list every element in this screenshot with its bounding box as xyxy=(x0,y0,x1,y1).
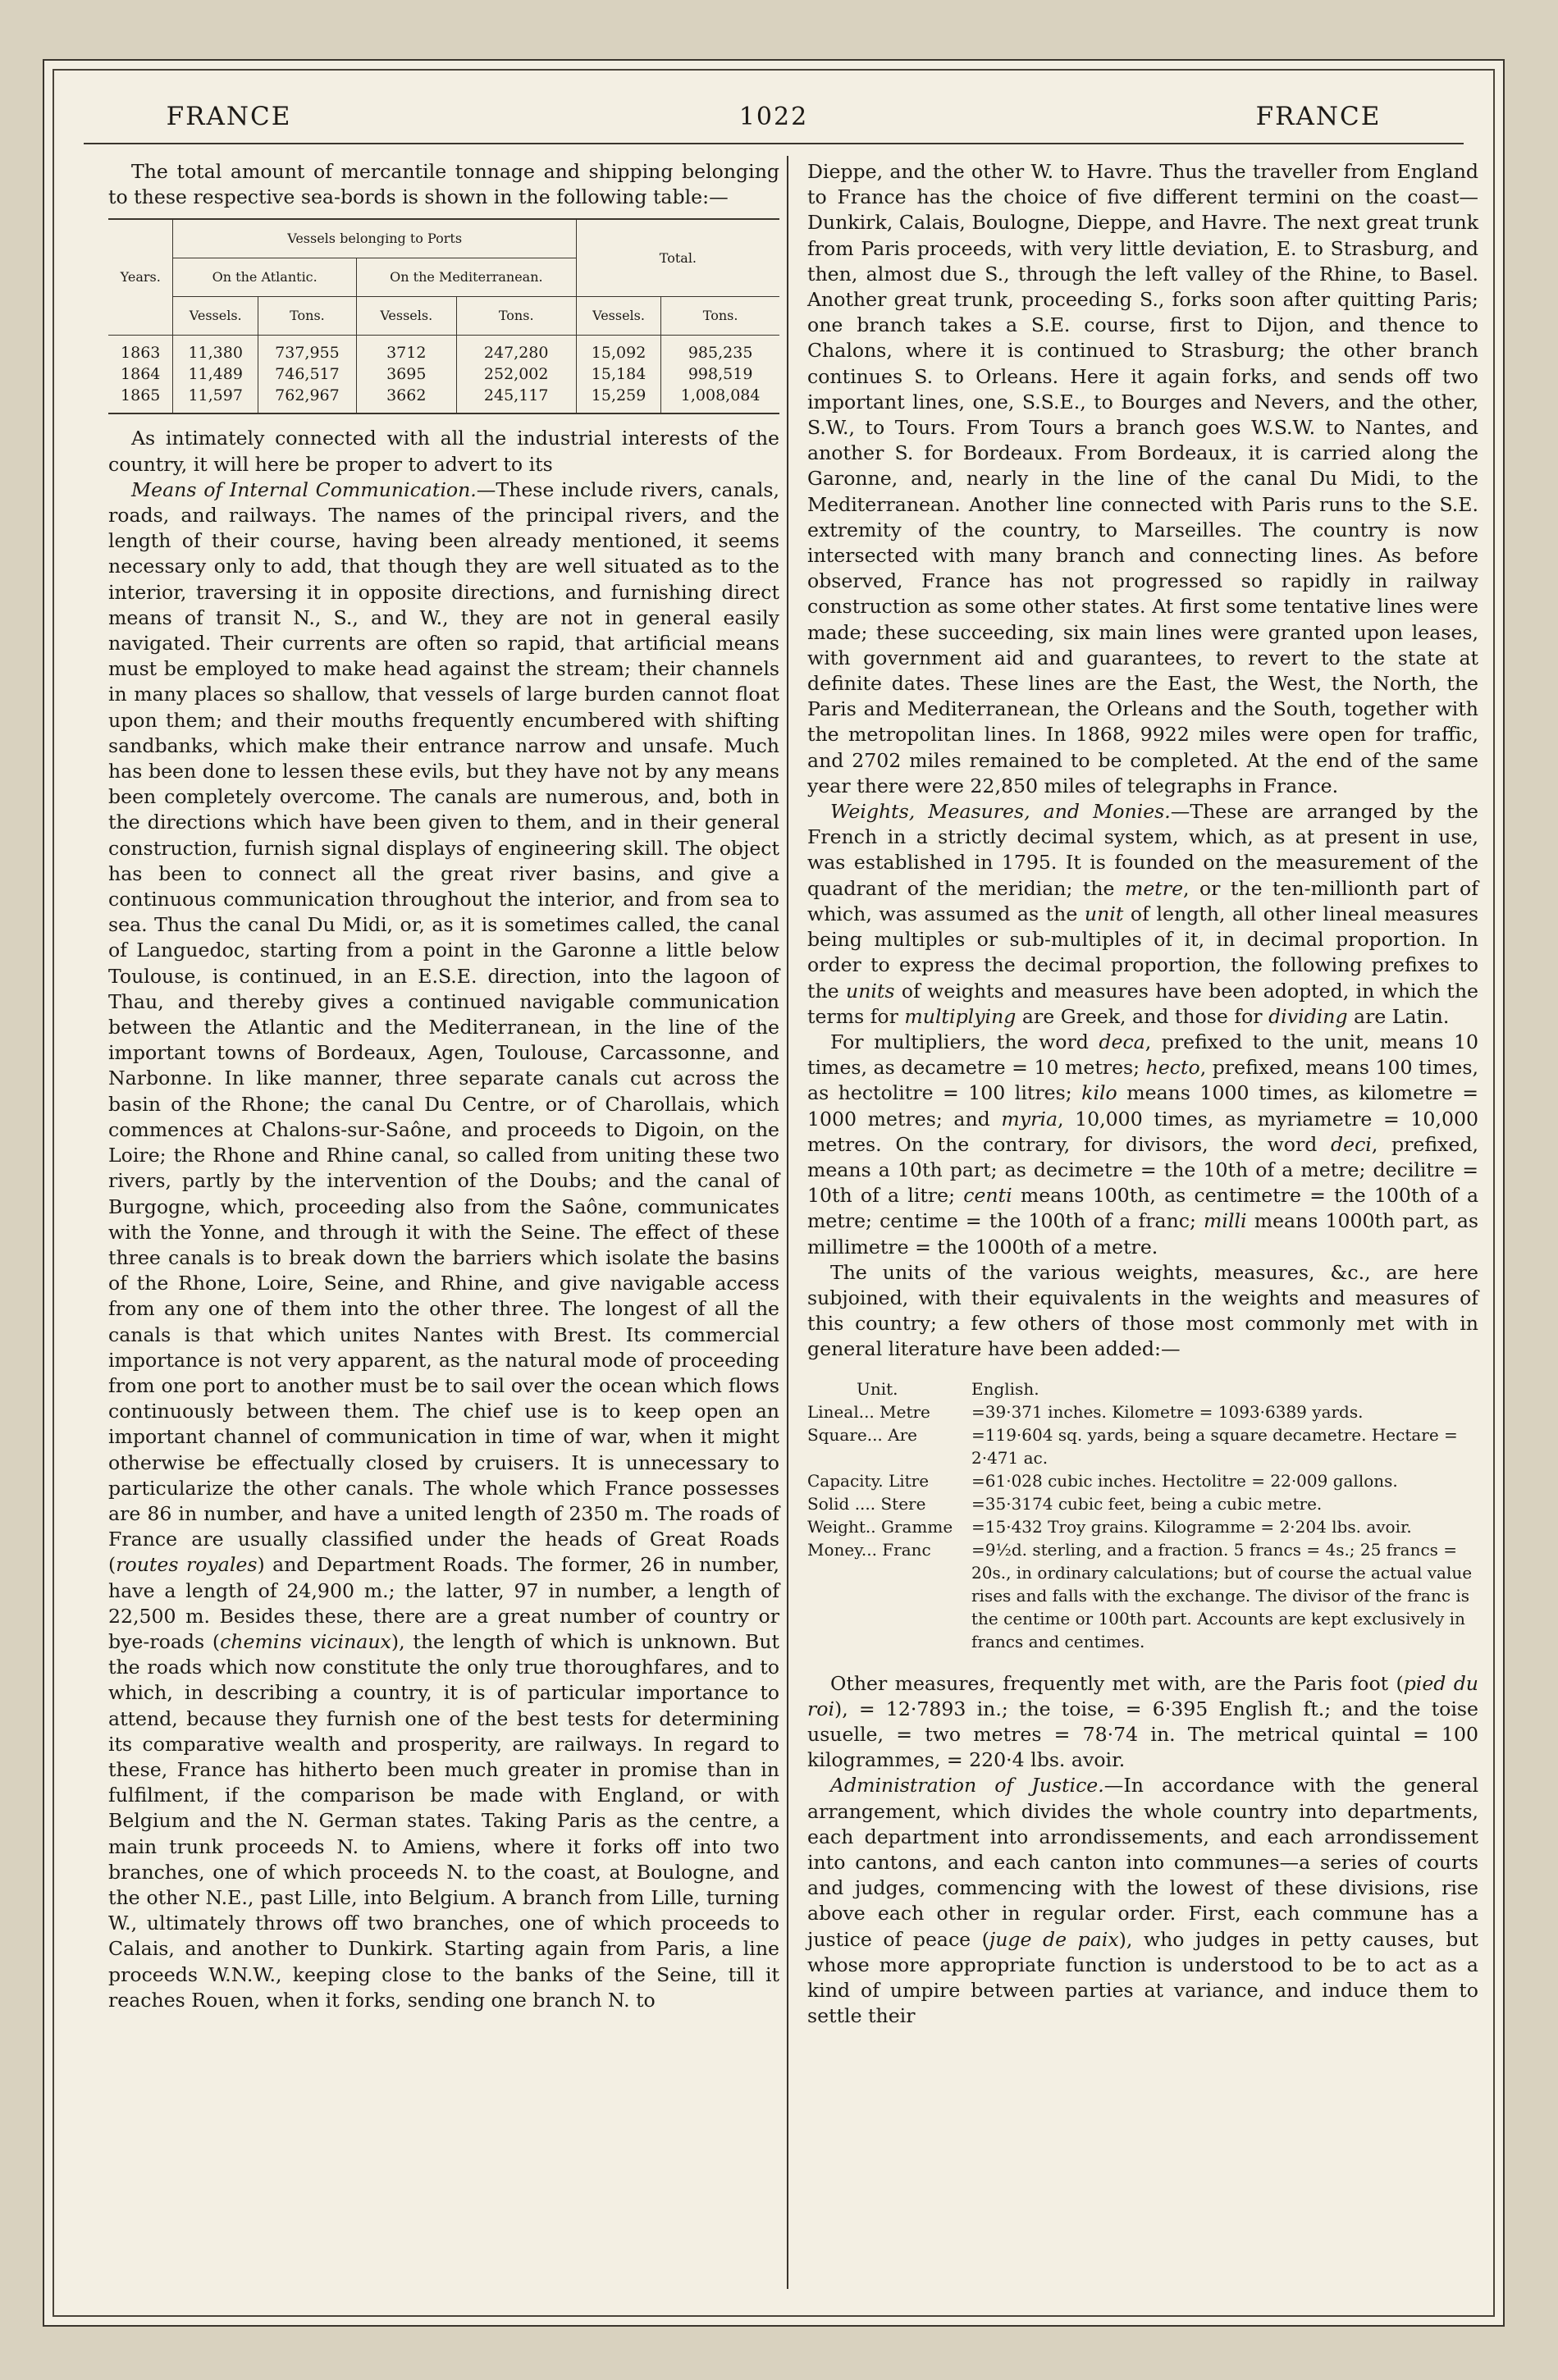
body-text: Other measures, frequently met with, are the Paris foot ( xyxy=(830,1671,1404,1695)
units-row xyxy=(807,1515,1478,1538)
table-row xyxy=(108,363,779,385)
page xyxy=(43,59,1505,2327)
tonnage-table xyxy=(108,218,779,414)
italic-term: deca xyxy=(1099,1030,1145,1053)
italic-term: multiplying xyxy=(904,1004,1017,1028)
italic-term: kilo xyxy=(1081,1081,1117,1105)
body-text: , or the ten-millionth part of which, was assumed as the xyxy=(807,876,1478,925)
cell-value: 11,489 xyxy=(173,363,258,385)
cell-value: 15,259 xyxy=(576,385,660,413)
italic-term: hecto xyxy=(1145,1056,1200,1080)
units-header xyxy=(807,1377,1478,1400)
italic-term: unit xyxy=(1084,902,1124,925)
cell-value: 762,967 xyxy=(258,385,356,413)
body-text: are Greek, and those for xyxy=(1016,1004,1269,1028)
running-header xyxy=(94,94,1454,139)
table-row xyxy=(108,336,779,364)
units-header-unit: Unit. xyxy=(857,1378,898,1399)
italic-term: metre xyxy=(1124,876,1184,900)
atlantic-header: On the Atlantic. xyxy=(173,258,356,297)
cell-value: 985,235 xyxy=(661,336,779,364)
header-rule xyxy=(84,143,1464,144)
section-heading: Administration of Justice. xyxy=(830,1774,1104,1798)
paragraph-weights-measures xyxy=(807,799,1478,1030)
intro-paragraph: The total amount of mercantile tonnage and shipping belonging to these respective sea-bords is shown in the following table:— xyxy=(108,160,779,209)
unit-equivalent: =35·3174 cubic feet, being a cubic metre. xyxy=(971,1493,1323,1514)
unit-name: Square... Are xyxy=(807,1424,917,1445)
cell-value: 247,280 xyxy=(456,336,576,364)
cell-value: 245,117 xyxy=(456,385,576,413)
unit-name: Solid .... Stere xyxy=(807,1493,926,1514)
paragraph-justice xyxy=(807,1773,1478,2029)
body-text: —In accordance with the general arrangement, which divides the whole country into departments, each department into arrondissements, and each arrondissement into cantons, and each canton into communes—a series of courts and judges, commencing with the lowest of these divisions, rise above each other in regular order. First, each commune has a justice of peace ( xyxy=(807,1774,1478,1951)
body-text: , 10,000 times, as myriametre = 10,000 metres. On the contrary, for divisors, the word xyxy=(807,1107,1478,1156)
cell-value: 3695 xyxy=(356,363,456,385)
unit-name: Money... Franc xyxy=(807,1539,931,1560)
section-heading: Weights, Measures, and Monies. xyxy=(830,800,1171,824)
table-row xyxy=(108,385,779,413)
cell-year: 1863 xyxy=(121,344,161,363)
body-text: , prefixed to the unit, means 10 times, as decametre = 10 metres; xyxy=(807,1030,1478,1080)
body-text: of length, all other lineal measures being multiples or sub-multiples of it, in decimal proportion. In order to express the decimal proportion, the following prefixes to the xyxy=(807,902,1478,1003)
italic-term: myria xyxy=(1001,1107,1058,1131)
vessels-header: Vessels. xyxy=(576,297,660,336)
paragraph-prefixes xyxy=(807,1030,1478,1260)
body-text: means 1000th part, as millimetre = the 1000th of a metre. xyxy=(807,1209,1479,1259)
italic-term: milli xyxy=(1204,1209,1247,1233)
units-row xyxy=(807,1469,1478,1492)
unit-equivalent: =9½d. sterling, and a fraction. 5 francs = 4s.; 25 francs = 20s., in ordinary calculations; but of course the actual value rises and falls with the exchange. The divisor of the franc is the centime or 100th part. Accounts are kept exclusively in francs and centimes. xyxy=(971,1539,1473,1651)
body-text: are Latin. xyxy=(1347,1004,1450,1028)
paragraph-other-measures xyxy=(807,1671,1478,1774)
unit-equivalent: =39·371 inches. Kilometre = 1093·6389 yards. xyxy=(971,1401,1364,1422)
cell-value: 737,955 xyxy=(258,336,356,364)
italic-term: juge de paix xyxy=(989,1927,1119,1951)
cell-value: 746,517 xyxy=(258,363,356,385)
mediterranean-header: On the Mediterranean. xyxy=(356,258,576,297)
paragraph-railways: Dieppe, and the other W. to Havre. Thus the traveller from England to France has the choice of five different termini on the coast—Dunkirk, Calais, Boulogne, Dieppe, and Havre. The next great trunk from Paris proceeds, with very little deviation, E. to Strasburg, and then, almost due S., through the left valley of the Rhine, to Basel. Another great trunk, proceeding S., forks soon after quitting Paris; one branch takes a S.E. course, first to Dijon, and thence to Chalons, where it is continued to Strasburg; the other branch continues S. to Orleans. Here it again forks, and sends off two important lines, one, S.S.E., to Bourges and Nevers, and the other, S.W., to Tours. From Tours a branch goes W.S.W. to Nantes, and another S. for Bordeaux. From Bordeaux, it is carried along the Garonne, and, nearly in the line of the canal Du Midi, to the Mediterranean. Another line connected with Paris runs to the S.E. extremity of the country, to Marseilles. The country is now intersected with many branch and connecting lines. As before observed, France has not progressed so rapidly in railway construction as some other states. At first some tentative lines were made; these succeeding, six main lines were granted upon leases, with government aid and guarantees, to revert to the state at definite dates. These lines are the East, the West, the North, the Paris and Mediterranean, the Orleans and the South, together with the metropolitan lines. In 1868, 9922 miles were open for traffic, and 2702 miles remained to be completed. At the end of the same year there were 22,850 miles of telegraphs in France. xyxy=(807,160,1478,797)
unit-equivalent: =119·604 sq. yards, being a square decametre. Hectare = 2·471 ac. xyxy=(971,1424,1458,1468)
body-text: means 1000 times, as kilometre = 1000 metres; and xyxy=(807,1081,1479,1131)
cell-value: 11,380 xyxy=(173,336,258,364)
units-row xyxy=(807,1423,1478,1469)
tons-header: Tons. xyxy=(661,297,779,336)
cell-value: 3712 xyxy=(356,336,456,364)
units-row xyxy=(807,1538,1478,1653)
body-text: of weights and measures have been adopted, in which the terms for xyxy=(807,979,1478,1028)
units-row xyxy=(807,1492,1478,1515)
tons-header: Tons. xyxy=(456,297,576,336)
unit-name: Lineal... Metre xyxy=(807,1401,930,1422)
vessels-header: Vessels. xyxy=(356,297,456,336)
unit-name: Capacity. Litre xyxy=(807,1470,930,1491)
italic-term: deci xyxy=(1331,1132,1372,1156)
italic-term: pied du roi xyxy=(807,1671,1479,1720)
tons-header: Tons. xyxy=(258,297,356,336)
total-header: Total. xyxy=(576,219,779,297)
paragraph-units-intro: The units of the various weights, measures, &c., are here subjoined, with their equivalents in the weights and measures of this country; a few others of those most commonly met with in general literature have been added:— xyxy=(807,1260,1478,1361)
cell-year: 1865 xyxy=(108,385,173,413)
units-table xyxy=(807,1377,1478,1653)
ports-header: Vessels belonging to Ports xyxy=(173,219,576,258)
unit-equivalent: =15·432 Troy grains. Kilogramme = 2·204 lbs. avoir. xyxy=(971,1516,1412,1537)
italic-term: dividing xyxy=(1268,1004,1348,1028)
italic-term: chemins vicinaux xyxy=(220,1629,391,1653)
cell-value: 15,184 xyxy=(576,363,660,385)
unit-name: Weight.. Gramme xyxy=(807,1516,953,1537)
vessels-header: Vessels. xyxy=(173,297,258,336)
left-column xyxy=(108,159,779,2013)
italic-term: units xyxy=(846,979,895,1003)
cell-value: 252,002 xyxy=(456,363,576,385)
cell-value: 3662 xyxy=(356,385,456,413)
paragraph-connection: As intimately connected with all the industrial interests of the country, it will here be proper to advert to its xyxy=(108,427,779,476)
units-row xyxy=(807,1400,1478,1423)
body-text: —These include rivers, canals, roads, and railways. The names of the principal rivers, and the length of their course, having been already mentioned, it seems necessary only to add, that though they are well situated as to the interior, traversing it in opposite directions, and furnishing direct means of transit N., S., and W., they are not in general easily navigated. Their currents are often so rapid, that artificial means must be employed to make head against the stream; their channels in many places so shallow, that vessels of large burden cannot float upon them; and their mouths frequently encumbered with shifting sandbanks, which make their entrance narrow and unsafe. Much has been done to lessen these evils, but they have not by any means been completely overcome. The canals are numerous, and, both in the directions which have been given to them, and in their general construction, furnish signal displays of engineering skill. The object has been to connect all the great river basins, and give a continuous communication throughout the interior, and from sea to sea. Thus the canal Du Midi, or, as it is sometimes called, the canal of Languedoc, starting from a point in the Garonne a little below Toulouse, is continued, in an E.S.E. direction, into the lagoon of Thau, and thereby gives a continued navigable communication between the Atlantic and the Mediterranean, in the line of the important towns of Bordeaux, Agen, Toulouse, Carcassonne, and Narbonne. In like manner, three separate canals cut across the basin of the Rhone; the canal Du Centre, or of Charollais, which commences at Chalons-sur-Saône, and proceeds to Digoin, on the Loire; the Rhone and Rhine canal, so called from uniting these two rivers, partly by the intervention of the Doubs; and the canal of Burgogne, which, proceeding also from the Saône, communicates with the Yonne, and through it with the Seine. The effect of these three canals is to break down the barriers which isolate the basins of the Rhone, Loire, Seine, and Rhine, and give navigable access from any one of them into the other three. The longest of all the canals is that which unites Nantes with Brest. Its commercial importance is not very apparent, as the natural mode of proceeding from one port to another must be to sail over the ocean which flows continuously between them. The chief use is to keep open an important channel of communication in time of war, when it might otherwise be effectually closed by cruisers. It is unnecessary to particularize the other canals. The whole which France possesses are 86 in number, and have a united length of 2350 m. The roads of France are usually classified under the heads of Great Roads ( xyxy=(108,477,779,1577)
body-text: For multipliers, the word xyxy=(830,1030,1099,1053)
body-text: , prefixed, means a 10th part; as decimetre = the 10th of a metre; decilitre = 10th of a litre; xyxy=(807,1132,1478,1208)
body-text: , prefixed, means 100 times, as hectolitre = 100 litres; xyxy=(807,1056,1478,1105)
years-header: Years. xyxy=(108,219,173,336)
cell-value: 998,519 xyxy=(661,363,779,385)
italic-term: centi xyxy=(963,1184,1012,1208)
body-text: —These are arranged by the French in a strictly decimal system, which, as at present in use, was established in 1795. It is founded on the measurement of the quadrant of the meridian; the xyxy=(807,800,1478,900)
body-text: ), = 12·7893 in.; the toise, = 6·395 English ft.; and the toise usuelle, = two metres = 78·74 in. The metrical quintal = 100 kilogrammes, = 220·4 lbs. avoir. xyxy=(807,1697,1478,1772)
header-right-title: FRANCE xyxy=(1255,102,1382,131)
paragraph-internal-communication xyxy=(108,477,779,2013)
header-left-title: FRANCE xyxy=(166,102,292,131)
cell-value: 11,597 xyxy=(173,385,258,413)
cell-value: 1,008,084 xyxy=(661,385,779,413)
right-column xyxy=(807,159,1478,2029)
body-text: ), who judges in petty causes, but whose more appropriate function is understood to be to act as a kind of umpire between parties at variance, and induce them to settle their xyxy=(807,1927,1478,2028)
cell-value: 15,092 xyxy=(576,336,660,364)
body-text: means 100th, as centimetre = the 100th of a metre; centime = the 100th of a franc; xyxy=(807,1184,1479,1233)
cell-year: 1864 xyxy=(121,365,161,384)
column-divider xyxy=(787,156,788,2289)
section-heading: Means of Internal Communication. xyxy=(131,477,477,501)
page-number: 1022 xyxy=(738,102,809,131)
unit-equivalent: =61·028 cubic inches. Hectolitre = 22·009 gallons. xyxy=(971,1470,1398,1491)
italic-term: routes royales xyxy=(116,1553,258,1577)
body-text: ) and Department Roads. The former, 26 in number, have a length of 24,900 m.; the latter, 97 in number, a length of 22,500 m. Besides these, there are a great number of country or bye-roads ( xyxy=(108,1553,779,1653)
units-header-english: English. xyxy=(971,1378,1039,1399)
body-text: ), the length of which is unknown. But the roads which now constitute the only true thoroughfares, and to which, in describing a country, it is of particular importance to attend, because they furnish one of the best tests for determining its comparative wealth and prosperity, are railways. In regard to these, France has hitherto been much greater in promise than in fulfilment, if the comparison be made with England, or with Belgium and the N. German states. Taking Paris as the centre, a main trunk proceeds N. to Amiens, where it forks off into two branches, one of which proceeds N. to the coast, at Boulogne, and the other N.E., past Lille, into Belgium. A branch from Lille, turning W., ultimately throws off two branches, one of which proceeds to Calais, and another to Dunkirk. Starting again from Paris, a line proceeds W.N.W., keeping close to the banks of the Seine, till it reaches Rouen, when it forks, sending one branch N. to xyxy=(108,1629,779,2012)
